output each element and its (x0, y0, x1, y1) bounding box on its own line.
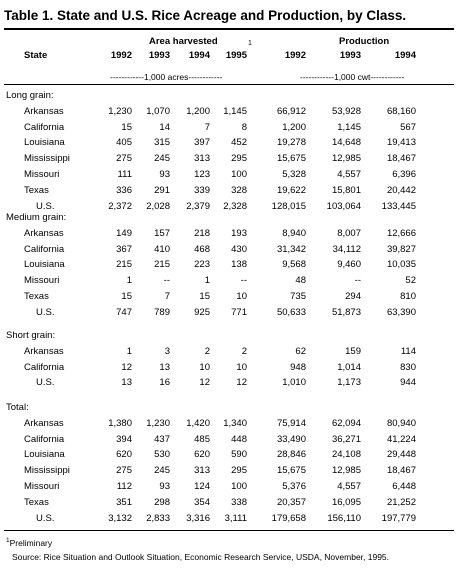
table-cell: 295 (231, 153, 247, 165)
table-cell: 193 (231, 227, 247, 239)
table-cell: 338 (231, 496, 247, 508)
table-cell: 215 (154, 259, 170, 271)
table-cell: 410 (154, 243, 170, 255)
row-state: Missouri (24, 275, 60, 287)
table-cell: 15,675 (276, 465, 306, 477)
row-state: Mississippi (24, 465, 70, 477)
table-cell: 29,448 (386, 449, 416, 461)
table-cell: 19,622 (276, 184, 306, 196)
table-cell: 24,108 (331, 449, 361, 461)
production-units-label: ------------1,000 cwt------------ (300, 72, 405, 82)
table-cell: 13 (159, 361, 170, 373)
table-cell: 9,568 (282, 259, 306, 271)
table-cell: 41,224 (386, 433, 416, 445)
table-cell: 34,112 (332, 243, 361, 255)
row-state: Arkansas (24, 417, 64, 429)
table-cell: 448 (231, 433, 247, 445)
table-cell: 530 (154, 449, 170, 461)
table-bottom-rule (4, 530, 454, 531)
table-cell: 1 (204, 275, 210, 287)
table-cell: 21,252 (386, 496, 416, 508)
section-label: Short grain: (6, 330, 56, 341)
table-cell: 8,007 (337, 227, 361, 239)
table-cell: 133,445 (381, 200, 416, 212)
table-cell: 12 (199, 377, 210, 389)
year-header: 1993 (339, 50, 361, 61)
table-cell: 437 (154, 433, 170, 445)
table-cell: 28,846 (276, 449, 306, 461)
table-cell: 1,200 (282, 121, 306, 133)
state-column-header: State (24, 50, 48, 61)
row-state: Arkansas (24, 345, 64, 357)
year-header: 1994 (394, 50, 416, 61)
row-state: U.S. (36, 377, 55, 389)
table-cell: 2 (241, 345, 247, 357)
row-state: Texas (24, 496, 49, 508)
table-cell: 394 (116, 433, 132, 445)
table-cell: -- (163, 275, 170, 287)
table-cell: 15 (121, 121, 132, 133)
row-state: Louisiana (24, 137, 65, 149)
row-state: Louisiana (24, 259, 65, 271)
table-cell: 12,666 (386, 227, 416, 239)
table-cell: 590 (231, 449, 247, 461)
table-cell: 80,940 (386, 417, 416, 429)
row-state: Missouri (24, 481, 60, 492)
year-header: 1993 (148, 50, 170, 61)
row-state: Missouri (24, 169, 60, 180)
table-cell: 2,372 (108, 200, 132, 212)
table-cell: 245 (154, 153, 170, 165)
table-cell: 20,442 (386, 184, 416, 196)
section-label: Total: (6, 402, 29, 413)
table-cell: 33,490 (276, 433, 306, 445)
table-cell: 944 (400, 377, 416, 389)
table-cell: 1 (126, 275, 132, 287)
table-cell: 48 (295, 275, 306, 287)
year-header: 1995 (225, 50, 247, 61)
table-cell: 1,145 (337, 121, 361, 133)
table-cell: 7 (204, 121, 210, 133)
table-cell: 1,230 (146, 417, 170, 429)
table-cell: 298 (154, 496, 170, 508)
table-cell: 2 (204, 345, 210, 357)
table-cell: 124 (194, 481, 210, 492)
table-cell: 215 (116, 259, 132, 271)
row-state: California (24, 243, 65, 255)
table-cell: 18,467 (386, 465, 416, 477)
table-cell: 1,230 (108, 105, 132, 117)
table-cell: 6,396 (392, 169, 416, 180)
table-cell: 313 (194, 465, 210, 477)
table-cell: 93 (159, 481, 170, 492)
table-cell: 68,160 (386, 105, 416, 117)
table-cell: 830 (400, 361, 416, 373)
table-cell: 16 (159, 377, 170, 389)
table-cell: 567 (400, 121, 416, 133)
table-cell: 66,912 (276, 105, 306, 117)
table-cell: 12,985 (331, 153, 361, 165)
table-cell: 620 (116, 449, 132, 461)
table-cell: 52 (405, 275, 416, 287)
table-cell: 397 (194, 137, 210, 149)
table-cell: -- (354, 275, 361, 287)
table-title: Table 1. State and U.S. Rice Acreage and Production, by Class. (4, 8, 407, 23)
table-cell: 223 (194, 259, 210, 271)
table-cell: 39,827 (386, 243, 416, 255)
table-cell: 159 (345, 345, 361, 357)
area-units-label: ------------1,000 acres------------ (110, 72, 223, 82)
table-cell: 1 (126, 345, 132, 357)
table-cell: 1,200 (186, 105, 210, 117)
table-cell: 4,557 (337, 481, 361, 492)
table-cell: 1,010 (282, 377, 306, 389)
header-bottom-rule (4, 84, 454, 85)
table-cell: 15 (121, 291, 132, 302)
table-cell: 336 (116, 184, 132, 196)
table-cell: 10 (236, 361, 247, 373)
table-cell: 295 (231, 465, 247, 477)
footnote-preliminary (6, 538, 52, 548)
table-top-rule (4, 28, 454, 30)
table-cell: 1,145 (223, 105, 247, 117)
table-cell: 948 (290, 361, 306, 373)
table-cell: 275 (116, 153, 132, 165)
table-cell: 294 (345, 291, 361, 302)
table-cell: 62 (295, 345, 306, 357)
table-cell: 13 (121, 377, 132, 389)
table-cell: 3,111 (224, 512, 247, 524)
table-cell: 468 (194, 243, 210, 255)
table-cell: 8,940 (282, 227, 306, 239)
table-cell: 485 (194, 433, 210, 445)
table-cell: 20,357 (276, 496, 306, 508)
table-cell: 1,173 (337, 377, 361, 389)
table-cell: 14,648 (331, 137, 361, 149)
row-state: U.S. (36, 512, 55, 524)
row-state: Arkansas (24, 227, 64, 239)
table-cell: 2,379 (186, 200, 210, 212)
row-state: California (24, 433, 65, 445)
table-cell: 5,376 (282, 481, 306, 492)
table-cell: 339 (194, 184, 210, 196)
table-cell: 275 (116, 465, 132, 477)
table-cell: 9,460 (337, 259, 361, 271)
year-header: 1994 (188, 50, 210, 61)
year-header: 1992 (110, 50, 132, 61)
table-cell: 157 (154, 227, 170, 239)
table-cell: 128,015 (271, 200, 306, 212)
table-cell: 925 (194, 306, 210, 318)
table-cell: 1,014 (337, 361, 361, 373)
row-state: Louisiana (24, 449, 65, 461)
table-cell: 93 (159, 169, 170, 180)
row-state: Mississippi (24, 153, 70, 165)
row-state: U.S. (36, 306, 55, 318)
table-cell: 245 (154, 465, 170, 477)
table-cell: 123 (194, 169, 210, 180)
area-harvested-header: Area harvested (149, 36, 218, 47)
table-cell: 31,342 (276, 243, 306, 255)
table-cell: 15,801 (331, 184, 361, 196)
table-cell: 156,110 (327, 512, 361, 524)
table-cell: 15,675 (276, 153, 306, 165)
table-cell: 62,094 (331, 417, 361, 429)
table-cell: 63,390 (386, 306, 416, 318)
table-cell: 3,132 (108, 512, 132, 524)
table-cell: 810 (400, 291, 416, 302)
table-cell: 218 (194, 227, 210, 239)
table-cell: 351 (116, 496, 132, 508)
table-cell: 53,928 (331, 105, 361, 117)
table-cell: 313 (194, 153, 210, 165)
table-cell: 111 (117, 169, 132, 180)
table-cell: 138 (231, 259, 247, 271)
table-cell: -- (240, 275, 247, 287)
row-state: U.S. (36, 200, 55, 212)
year-header: 1992 (284, 50, 306, 61)
source-note: Source: Rice Situation and Outlook Situation, Economic Research Service, USDA, November, 1995. (12, 552, 390, 562)
table-cell: 2,833 (146, 512, 170, 524)
table-cell: 100 (231, 169, 247, 180)
table-cell: 19,413 (386, 137, 416, 149)
table-cell: 10,035 (386, 259, 416, 271)
table-cell: 197,779 (381, 512, 416, 524)
table-cell: 291 (154, 184, 170, 196)
table-cell: 112 (116, 481, 132, 492)
table-cell: 12,985 (331, 465, 361, 477)
row-state: California (24, 361, 65, 373)
table-cell: 2,328 (223, 200, 247, 212)
table-cell: 36,271 (331, 433, 361, 445)
table-cell: 12 (121, 361, 132, 373)
table-cell: 4,557 (337, 169, 361, 180)
table-cell: 3 (164, 345, 170, 357)
table-cell: 3,316 (186, 512, 210, 524)
table-cell: 114 (400, 345, 416, 357)
footnote-marker: 1 (6, 537, 10, 545)
table-cell: 789 (154, 306, 170, 318)
table-cell: 12 (236, 377, 247, 389)
table-cell: 5,328 (282, 169, 306, 180)
table-cell: 354 (194, 496, 210, 508)
table-cell: 328 (231, 184, 247, 196)
table-cell: 16,095 (331, 496, 361, 508)
table-cell: 149 (116, 227, 132, 239)
section-label: Medium grain: (6, 212, 67, 223)
table-cell: 7 (164, 291, 170, 302)
table-cell: 179,658 (271, 512, 306, 524)
table-cell: 405 (116, 137, 132, 149)
production-header: Production (339, 36, 390, 47)
table-cell: 1,380 (108, 417, 132, 429)
section-label: Long grain: (6, 90, 54, 101)
table-cell: 15 (199, 291, 210, 302)
table-cell: 315 (154, 137, 170, 149)
table-cell: 452 (231, 137, 247, 149)
table-cell: 771 (231, 306, 247, 318)
table-cell: 367 (116, 243, 132, 255)
table-cell: 735 (290, 291, 306, 302)
table-cell: 75,914 (276, 417, 306, 429)
table-cell: 430 (231, 243, 247, 255)
table-cell: 50,633 (276, 306, 306, 318)
table-cell: 620 (194, 449, 210, 461)
footnote-preliminary-text: Preliminary (9, 538, 53, 548)
table-cell: 51,873 (331, 306, 361, 318)
row-state: Texas (24, 184, 49, 196)
row-state: Texas (24, 291, 49, 302)
table-cell: 100 (231, 481, 247, 492)
table-cell: 19,278 (276, 137, 306, 149)
table-cell: 8 (241, 121, 247, 133)
row-state: Arkansas (24, 105, 64, 117)
table-cell: 1,070 (146, 105, 170, 117)
row-state: California (24, 121, 65, 133)
table-cell: 6,448 (392, 481, 416, 492)
table-cell: 18,467 (386, 153, 416, 165)
table-cell: 1,420 (186, 417, 210, 429)
table-cell: 2,028 (146, 200, 170, 212)
table-cell: 747 (116, 306, 132, 318)
table-cell: 14 (159, 121, 170, 133)
table-cell: 10 (199, 361, 210, 373)
table-cell: 10 (236, 291, 247, 302)
table-cell: 103,064 (326, 200, 361, 212)
table-cell: 1,340 (223, 417, 247, 429)
